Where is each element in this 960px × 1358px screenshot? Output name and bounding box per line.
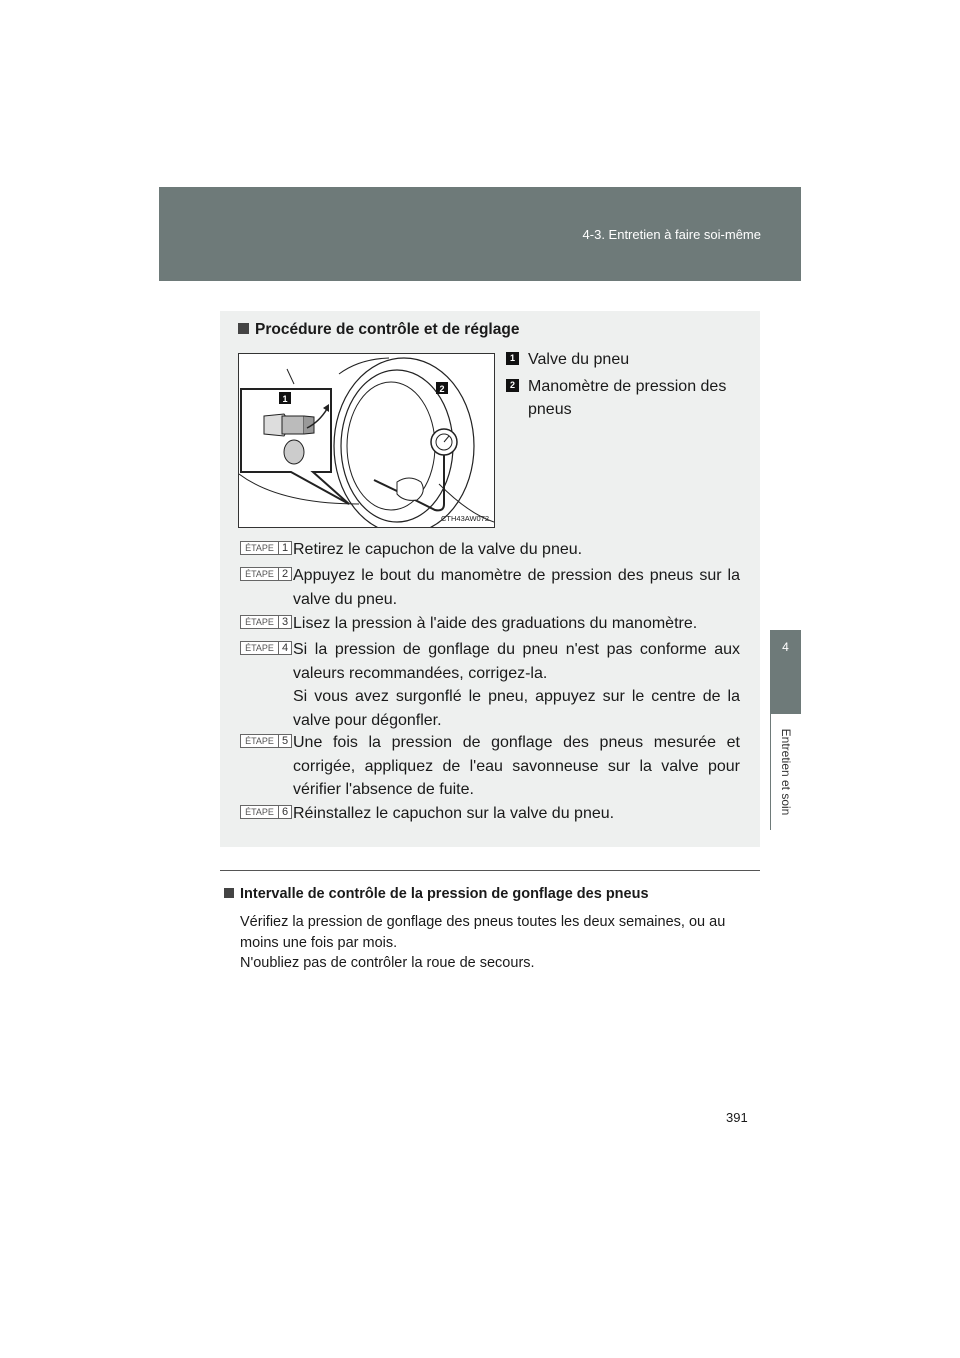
chapter-title-tab bbox=[770, 714, 801, 830]
info-title: Intervalle de contrôle de la pression de gonflage des pneus bbox=[240, 886, 649, 902]
step-3 bbox=[240, 612, 740, 636]
section-header bbox=[159, 187, 801, 281]
chapter-number-tab bbox=[770, 630, 801, 714]
chapter-number: 4 bbox=[782, 640, 789, 654]
step-text: Réinstallez le capuchon sur la valve du pneu. bbox=[293, 805, 615, 822]
step-badge: ÉTAPE 5 bbox=[240, 734, 292, 748]
step-text-continued: Si vous avez surgonflé le pneu, appuyez sur le centre de la valve pour dégonfler. bbox=[293, 688, 740, 729]
step-badge: ÉTAPE 4 bbox=[240, 641, 292, 655]
step-badge: ÉTAPE 6 bbox=[240, 805, 292, 819]
divider bbox=[220, 870, 760, 871]
info-heading bbox=[224, 886, 649, 902]
legend-text: Manomètre de pression des pneus bbox=[528, 378, 727, 418]
step-text: Une fois la pression de gonflage des pneus mesurée et corrigée, appliquez de l'eau savonneuse sur la valve pour vérifier l'absence de fuite. bbox=[293, 734, 740, 798]
tire-valve-gauge-drawing bbox=[239, 354, 494, 527]
step-text: Appuyez le bout du manomètre de pression des pneus sur la valve du pneu. bbox=[293, 567, 740, 608]
chapter-title: Entretien et soin bbox=[779, 728, 793, 816]
step-text: Retirez le capuchon de la valve du pneu. bbox=[293, 541, 583, 558]
callout-1-label: 1 bbox=[282, 394, 288, 404]
info-paragraph: N'oubliez pas de contrôler la roue de secours. bbox=[240, 955, 535, 971]
figure-code: CTH43AW072 bbox=[441, 514, 490, 523]
square-bullet-icon bbox=[224, 888, 234, 898]
legend-text: Valve du pneu bbox=[528, 351, 630, 368]
section-title: 4-3. Entretien à faire soi-même bbox=[582, 227, 761, 242]
page-number: 391 bbox=[726, 1110, 748, 1125]
step-4 bbox=[240, 638, 740, 732]
step-1 bbox=[240, 538, 740, 562]
procedure-heading bbox=[238, 321, 519, 339]
step-badge: ÉTAPE 1 bbox=[240, 541, 292, 555]
tire-gauge-illustration bbox=[238, 353, 495, 528]
step-badge: ÉTAPE 2 bbox=[240, 567, 292, 581]
info-body bbox=[240, 912, 760, 974]
step-text: Si la pression de gonflage du pneu n'est pas conforme aux valeurs recommandées, corrigez-la. bbox=[293, 641, 740, 682]
info-paragraph: Vérifiez la pression de gonflage des pneus toutes les deux semaines, ou au moins une fois par mois. bbox=[240, 914, 726, 951]
square-bullet-icon bbox=[238, 323, 249, 334]
legend-item bbox=[506, 348, 746, 371]
step-badge: ÉTAPE 3 bbox=[240, 615, 292, 629]
procedure-title: Procédure de contrôle et de réglage bbox=[255, 321, 520, 338]
legend-number-badge: 1 bbox=[506, 352, 519, 365]
step-2 bbox=[240, 564, 740, 611]
step-5 bbox=[240, 731, 740, 802]
step-text: Lisez la pression à l'aide des graduations du manomètre. bbox=[293, 615, 698, 632]
legend-number-badge: 2 bbox=[506, 379, 519, 392]
legend-item bbox=[506, 375, 746, 421]
step-6 bbox=[240, 802, 740, 826]
callout-2-label: 2 bbox=[439, 384, 445, 394]
